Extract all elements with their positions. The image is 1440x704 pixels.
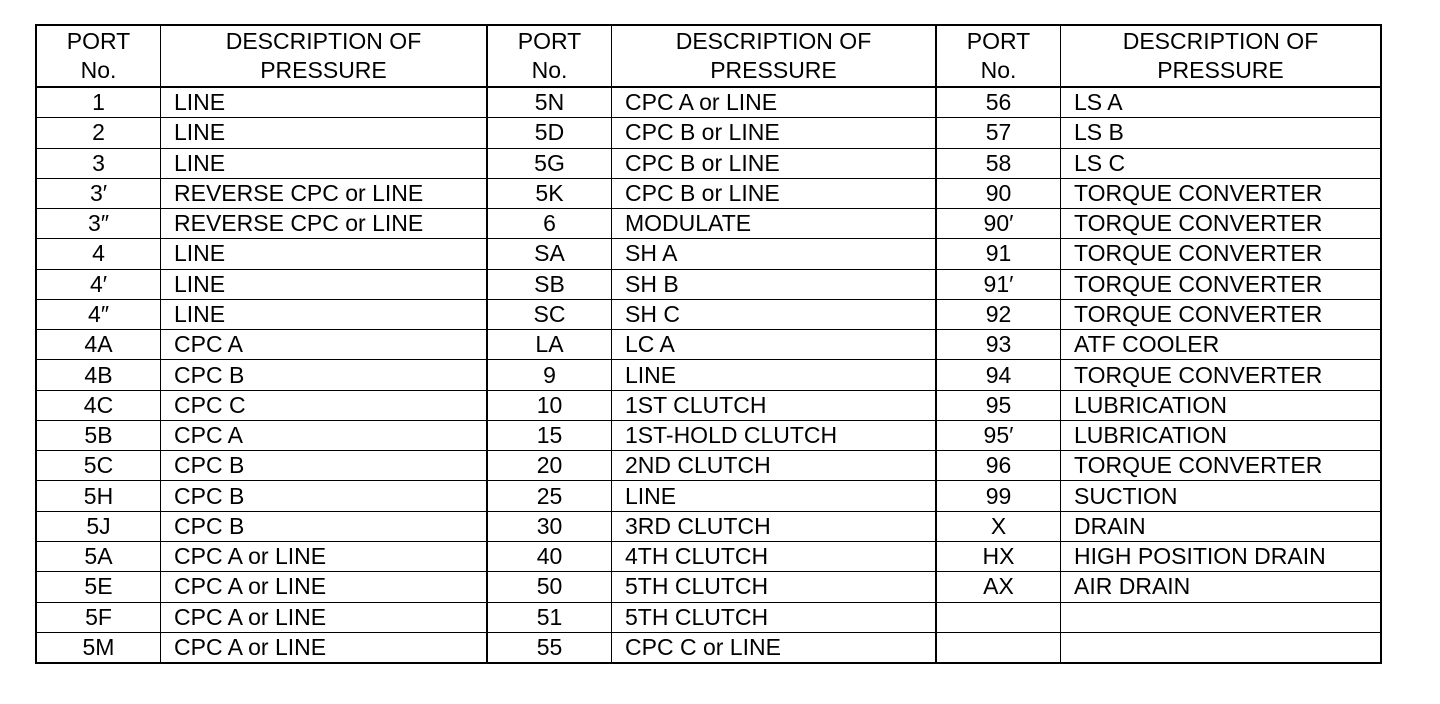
port-number-cell: SB <box>488 270 612 299</box>
pressure-description-cell: LC A <box>625 331 675 358</box>
port-number-cell: 5M <box>37 633 161 662</box>
port-number-cell: 6 <box>488 209 612 238</box>
table-row <box>488 330 935 360</box>
table-block-1 <box>37 26 486 662</box>
port-number-cell: 5B <box>37 421 161 450</box>
pressure-description-cell: TORQUE CONVERTER <box>1074 361 1323 388</box>
port-number-cell: 4B <box>37 360 161 389</box>
port-number-cell: 3′ <box>37 179 161 208</box>
pressure-description-cell: LS B <box>1074 119 1124 146</box>
table-row <box>37 300 486 330</box>
description-header: DESCRIPTION OF PRESSURE <box>675 28 872 83</box>
port-number-cell: 15 <box>488 421 612 450</box>
pressure-description-cell: CPC C or LINE <box>625 633 781 660</box>
port-number-cell: 5J <box>37 512 161 541</box>
table-row <box>937 633 1380 662</box>
table-row <box>37 391 486 421</box>
description-header: DESCRIPTION OF PRESSURE <box>225 28 422 83</box>
pressure-description-cell: LUBRICATION <box>1074 422 1227 449</box>
table-row <box>937 270 1380 300</box>
table-row <box>488 481 935 511</box>
table-block-3 <box>935 26 1380 662</box>
pressure-description-cell: LINE <box>174 300 226 327</box>
table-row <box>488 300 935 330</box>
table-row <box>37 209 486 239</box>
pressure-description-cell: 5TH CLUTCH <box>625 603 769 630</box>
port-number-cell <box>937 633 1061 662</box>
table-row <box>488 360 935 390</box>
table-row <box>937 149 1380 179</box>
table-row <box>937 451 1380 481</box>
pressure-description-cell: CPC A or LINE <box>625 89 778 116</box>
port-number-cell: 10 <box>488 391 612 420</box>
port-number-cell: 91′ <box>937 270 1061 299</box>
table-row <box>937 481 1380 511</box>
pressure-description-cell: HIGH POSITION DRAIN <box>1074 543 1326 570</box>
pressure-description-cell: SH B <box>625 270 679 297</box>
table-row <box>937 300 1380 330</box>
table-row <box>37 633 486 662</box>
pressure-description-cell: CPC A or LINE <box>174 633 327 660</box>
table-row <box>37 239 486 269</box>
table-block-2 <box>486 26 935 662</box>
port-number-cell: 3 <box>37 149 161 178</box>
table-row <box>488 572 935 602</box>
pressure-description-cell: CPC B or LINE <box>625 119 780 146</box>
port-number-cell: 90 <box>937 179 1061 208</box>
table-row <box>37 542 486 572</box>
header-row <box>937 26 1380 88</box>
pressure-description-cell: LUBRICATION <box>1074 391 1227 418</box>
table-body <box>937 88 1380 662</box>
port-no-header: PORT No. <box>37 26 161 86</box>
table-row <box>37 330 486 360</box>
pressure-description-cell: 5TH CLUTCH <box>625 573 769 600</box>
port-pressure-table <box>35 24 1382 664</box>
port-number-cell: 5F <box>37 603 161 632</box>
pressure-description-cell: TORQUE CONVERTER <box>1074 300 1323 327</box>
pressure-description-cell: LINE <box>174 270 226 297</box>
pressure-description-cell: SH C <box>625 300 680 327</box>
table-row <box>488 512 935 542</box>
table-row <box>37 118 486 148</box>
pressure-description-cell: ATF COOLER <box>1074 331 1220 358</box>
pressure-description-cell: CPC B <box>174 361 245 388</box>
pressure-description-cell: TORQUE CONVERTER <box>1074 240 1323 267</box>
pressure-description-cell: LINE <box>174 89 226 116</box>
table-row <box>937 118 1380 148</box>
port-number-cell: 5H <box>37 481 161 510</box>
table-row <box>937 179 1380 209</box>
table-row <box>488 542 935 572</box>
table-row <box>937 88 1380 118</box>
table-row <box>488 179 935 209</box>
pressure-description-cell: 4TH CLUTCH <box>625 543 769 570</box>
table-row <box>37 88 486 118</box>
port-number-cell: 20 <box>488 451 612 480</box>
pressure-description-cell: AIR DRAIN <box>1074 573 1191 600</box>
table-row <box>37 179 486 209</box>
table-row <box>37 603 486 633</box>
table-row <box>937 542 1380 572</box>
port-number-cell: 92 <box>937 300 1061 329</box>
table-row <box>488 118 935 148</box>
port-number-cell: SC <box>488 300 612 329</box>
table-row <box>937 330 1380 360</box>
table-row <box>488 391 935 421</box>
port-number-cell: 99 <box>937 481 1061 510</box>
pressure-description-cell: 2ND CLUTCH <box>625 452 771 479</box>
port-number-cell: LA <box>488 330 612 359</box>
table-row <box>37 512 486 542</box>
port-number-cell: 51 <box>488 603 612 632</box>
pressure-description-cell: LINE <box>174 149 226 176</box>
pressure-description-cell: TORQUE CONVERTER <box>1074 179 1323 206</box>
port-number-cell: 5G <box>488 149 612 178</box>
pressure-description-cell: CPC B <box>174 512 245 539</box>
port-number-cell: 1 <box>37 88 161 117</box>
port-number-cell: 4C <box>37 391 161 420</box>
port-number-cell: 30 <box>488 512 612 541</box>
pressure-description-cell: REVERSE CPC or LINE <box>174 210 424 237</box>
port-number-cell: 95 <box>937 391 1061 420</box>
port-number-cell: 4′ <box>37 270 161 299</box>
header-row <box>37 26 486 88</box>
table-row <box>488 239 935 269</box>
table-row <box>937 239 1380 269</box>
table-row <box>937 603 1380 633</box>
pressure-description-cell: TORQUE CONVERTER <box>1074 452 1323 479</box>
port-number-cell: 40 <box>488 542 612 571</box>
table-row <box>937 572 1380 602</box>
pressure-description-cell: MODULATE <box>625 210 752 237</box>
port-number-cell <box>937 603 1061 632</box>
table-row <box>488 88 935 118</box>
pressure-description-cell: CPC A <box>174 331 244 358</box>
table-row <box>37 572 486 602</box>
table-row <box>488 149 935 179</box>
pressure-description-cell: LS A <box>1074 89 1123 116</box>
pressure-description-cell <box>1061 603 1380 632</box>
port-number-cell: 4A <box>37 330 161 359</box>
port-number-cell: 3″ <box>37 209 161 238</box>
table-row <box>937 391 1380 421</box>
port-number-cell: 2 <box>37 118 161 147</box>
table-row <box>488 603 935 633</box>
table-row <box>488 451 935 481</box>
pressure-description-cell: CPC B or LINE <box>625 179 780 206</box>
pressure-description-cell: LINE <box>625 482 677 509</box>
pressure-description-cell: 1ST CLUTCH <box>625 391 767 418</box>
table-row <box>37 421 486 451</box>
pressure-description-cell: REVERSE CPC or LINE <box>174 179 424 206</box>
port-number-cell: 56 <box>937 88 1061 117</box>
pressure-description-cell: LS C <box>1074 149 1126 176</box>
port-number-cell: HX <box>937 542 1061 571</box>
port-number-cell: 25 <box>488 481 612 510</box>
pressure-description-cell <box>1061 633 1380 662</box>
port-number-cell: 4″ <box>37 300 161 329</box>
pressure-description-cell: LINE <box>174 240 226 267</box>
port-number-cell: 55 <box>488 633 612 662</box>
port-number-cell: 4 <box>37 239 161 268</box>
header-row <box>488 26 935 88</box>
pressure-description-cell: LINE <box>174 119 226 146</box>
pressure-description-cell: SH A <box>625 240 678 267</box>
table-row <box>37 270 486 300</box>
port-number-cell: 9 <box>488 360 612 389</box>
description-header: DESCRIPTION OF PRESSURE <box>1122 28 1319 83</box>
port-number-cell: 94 <box>937 360 1061 389</box>
pressure-description-cell: TORQUE CONVERTER <box>1074 270 1323 297</box>
port-number-cell: SA <box>488 239 612 268</box>
pressure-description-cell: DRAIN <box>1074 512 1146 539</box>
port-number-cell: 93 <box>937 330 1061 359</box>
port-number-cell: 5A <box>37 542 161 571</box>
table-row <box>937 512 1380 542</box>
port-number-cell: 95′ <box>937 421 1061 450</box>
table-row <box>37 149 486 179</box>
pressure-description-cell: CPC B or LINE <box>625 149 780 176</box>
table-row <box>937 360 1380 390</box>
pressure-description-cell: LINE <box>625 361 677 388</box>
port-number-cell: 91 <box>937 239 1061 268</box>
pressure-description-cell: CPC A or LINE <box>174 543 327 570</box>
pressure-description-cell: CPC A or LINE <box>174 573 327 600</box>
table-row <box>37 360 486 390</box>
pressure-description-cell: 3RD CLUTCH <box>625 512 771 539</box>
port-number-cell: 58 <box>937 149 1061 178</box>
port-number-cell: 5N <box>488 88 612 117</box>
port-number-cell: 50 <box>488 572 612 601</box>
pressure-description-cell: CPC B <box>174 482 245 509</box>
pressure-description-cell: CPC A <box>174 422 244 449</box>
port-number-cell: 5K <box>488 179 612 208</box>
pressure-description-cell: CPC A or LINE <box>174 603 327 630</box>
table-row <box>488 633 935 662</box>
table-row <box>937 421 1380 451</box>
pressure-description-cell: CPC C <box>174 391 246 418</box>
table-row <box>488 209 935 239</box>
port-no-header: PORT No. <box>488 26 612 86</box>
pressure-description-cell: SUCTION <box>1074 482 1178 509</box>
port-number-cell: AX <box>937 572 1061 601</box>
port-number-cell: X <box>937 512 1061 541</box>
pressure-description-cell: CPC B <box>174 452 245 479</box>
table-body <box>488 88 935 662</box>
port-number-cell: 5C <box>37 451 161 480</box>
table-body <box>37 88 486 662</box>
port-number-cell: 5E <box>37 572 161 601</box>
table-row <box>488 421 935 451</box>
table-row <box>937 209 1380 239</box>
pressure-description-cell: TORQUE CONVERTER <box>1074 210 1323 237</box>
port-number-cell: 96 <box>937 451 1061 480</box>
port-number-cell: 5D <box>488 118 612 147</box>
port-number-cell: 90′ <box>937 209 1061 238</box>
port-number-cell: 57 <box>937 118 1061 147</box>
table-row <box>488 270 935 300</box>
table-row <box>37 451 486 481</box>
table-row <box>37 481 486 511</box>
port-no-header: PORT No. <box>937 26 1061 86</box>
pressure-description-cell: 1ST-HOLD CLUTCH <box>625 422 838 449</box>
